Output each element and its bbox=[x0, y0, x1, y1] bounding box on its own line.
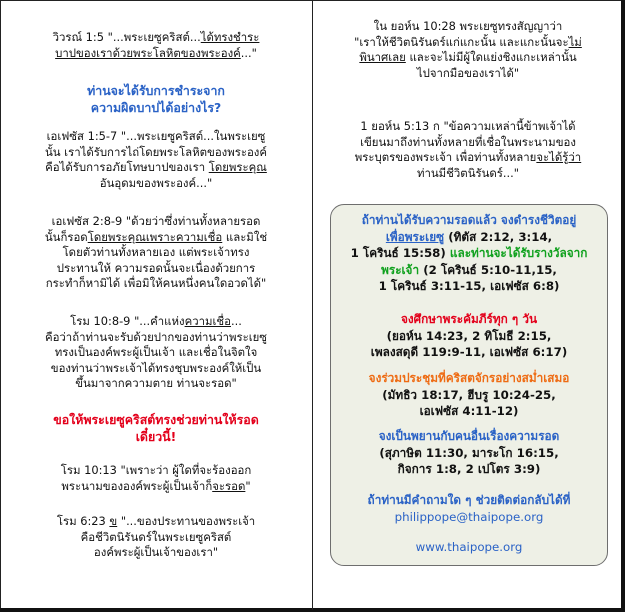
verse-1-john-5-13: 1 ยอห์น 5:13 ก "ข้อความเหล่านี้ข้าพเจ้าได้ เขียนมาถึงท่านทั้งหลายที่เชื่อในพระนามของ พระบุตรของพระเจ้า เพื่อท่านทั้งหลายจะได้รู้ว่า ท่านมีชีวิตนิรันดร์..." bbox=[354, 119, 582, 180]
verse-ephesians-2: เอเฟซัส 2:8-9 "ด้วยว่าซึ่งท่านทั้งหลายรอด นั้นก็รอดโดยพระคุณเพราะความเชื่อ และมิใช่ โดยตัวท่านทั้งหลายเอง แต่พระเจ้าทรง ประทานให้ ความรอดนั้นจะเนื่องด้วยการ กระทำก็หามิได้ เพื่อมิให้คนหนึ่งคนใดอวดได้" bbox=[44, 214, 268, 290]
verse-john-10-28: ใน ยอห์น 10:28 พระเยซูทรงสัญญาว่า "เราให้ชีวิตนิรันดร์แก่แกะนั้น และแกะนั้นจะไม่ พินาศเลย และจะไม่มีผู้ใดแย่งชิงแกะเหล่านั้น ไปจากมือของเราได้" bbox=[354, 19, 582, 80]
contact-block: ถ้าท่านมีคำถามใด ๆ ช่วยติดต่อกลับได้ที่ philippope@thaipope.org bbox=[331, 492, 607, 525]
prayer-heading: ขอให้พระเยซูคริสต์ทรงช่วยท่านให้รอด เดี๋ยวนี้! bbox=[53, 412, 259, 444]
verse-ref: 1 ยอห์น 5:13 ก bbox=[360, 119, 440, 133]
verse-revelation: วิวรณ์ 1:5 "...พระเยซูคริสต์...ได้ทรงชำระ บาปของเราด้วยพระโลหิตของพระองค์..." bbox=[52, 30, 260, 60]
witness-block: จงเป็นพยานกับคนอื่นเรื่องความรอด (สุภาษิต 11:30, มาระโก 16:15, กิจการ 1:8, 2 เปโตร 3:9) bbox=[378, 429, 560, 476]
verse-ref: โรม 6:23 bbox=[56, 514, 106, 528]
verse-romans-10-13: โรม 10:13 "เพราะว่า ผู้ใดที่จะร้องออก พระนามขององค์พระผู้เป็นเจ้าก็จะรอด" bbox=[60, 463, 252, 493]
frame-shadow-right bbox=[621, 0, 625, 612]
verse-ref: เอเฟซัส 2:8-9 bbox=[51, 214, 123, 228]
live-for-jesus-block: ถ้าท่านได้รับความรอดแล้ว จงดำรงชีวิตอยู่ เพื่อพระเยซู (ทิตัส 2:12, 3:14, 1 โครินธ์ 15:58) และท่านจะได้รับรางวัลจาก พระเจ้า (2 โครินธ์ 5:10-11,15, 1 โครินธ์ 3:11-15, เอเฟซัส 6:8) bbox=[350, 213, 588, 293]
question-heading: ท่านจะได้รับการชำระจาก ความผิดบาปได้อย่างไร? bbox=[87, 83, 225, 115]
verse-ref: เอเฟซัส 1:5-7 bbox=[46, 129, 118, 143]
fold-divider bbox=[312, 0, 313, 610]
study-bible-block: จงศึกษาพระคัมภีร์ทุก ๆ วัน (ยอห์น 14:23, 2 ทิโมธี 2:15, เพลงสดุดี 119:9-11, เอเฟซัส 6:17) bbox=[370, 312, 568, 359]
verse-romans-10-8: โรม 10:8-9 "...คำแห่งความเชื่อ... คือว่าถ้าท่านจะรับด้วยปากของท่านว่าพระเยซู ทรงเป็นองค์พระผู้เป็นเจ้า และเชื่อในจิตใจ ของท่านว่าพระเจ้าได้ทรงชุบพระองค์ให้เป็น ขึ้นมาจากความตาย ท่านจะรอด" bbox=[44, 314, 268, 390]
next-steps-box bbox=[330, 204, 608, 566]
verse-ephesians-1: เอเฟซัส 1:5-7 "...พระเยซูคริสต์...ในพระเยซู นั้น เราได้รับการไถ่โดยพระโลหิตของพระองค์ คือได้รับการอภัยโทษบาปของเรา โดยพระคุณ อันอุดมของพระองค์..." bbox=[44, 129, 267, 190]
verse-ref: โรม 10:8-9 bbox=[70, 314, 131, 328]
website-link[interactable]: www.thaipope.org bbox=[415, 540, 523, 554]
verse-ref: ใน ยอห์น 10:28 bbox=[373, 19, 456, 33]
verse-ref: วิวรณ์ 1:5 bbox=[52, 30, 104, 44]
verse-ref: โรม 10:13 bbox=[60, 463, 117, 477]
attend-church-block: จงร่วมประชุมที่คริสตจักรอย่างสม่ำเสมอ (มัทธิว 18:17, ฮีบรู 10:24-25, เอเฟซัส 4:11-12) bbox=[368, 371, 570, 418]
verse-romans-6-23: โรม 6:23 ข "...ของประทานของพระเจ้า คือชีวิตนิรันดร์ในพระเยซูคริสต์ องค์พระผู้เป็นเจ้าของเรา" bbox=[56, 514, 256, 559]
email-link[interactable]: philippope@thaipope.org bbox=[394, 509, 544, 524]
